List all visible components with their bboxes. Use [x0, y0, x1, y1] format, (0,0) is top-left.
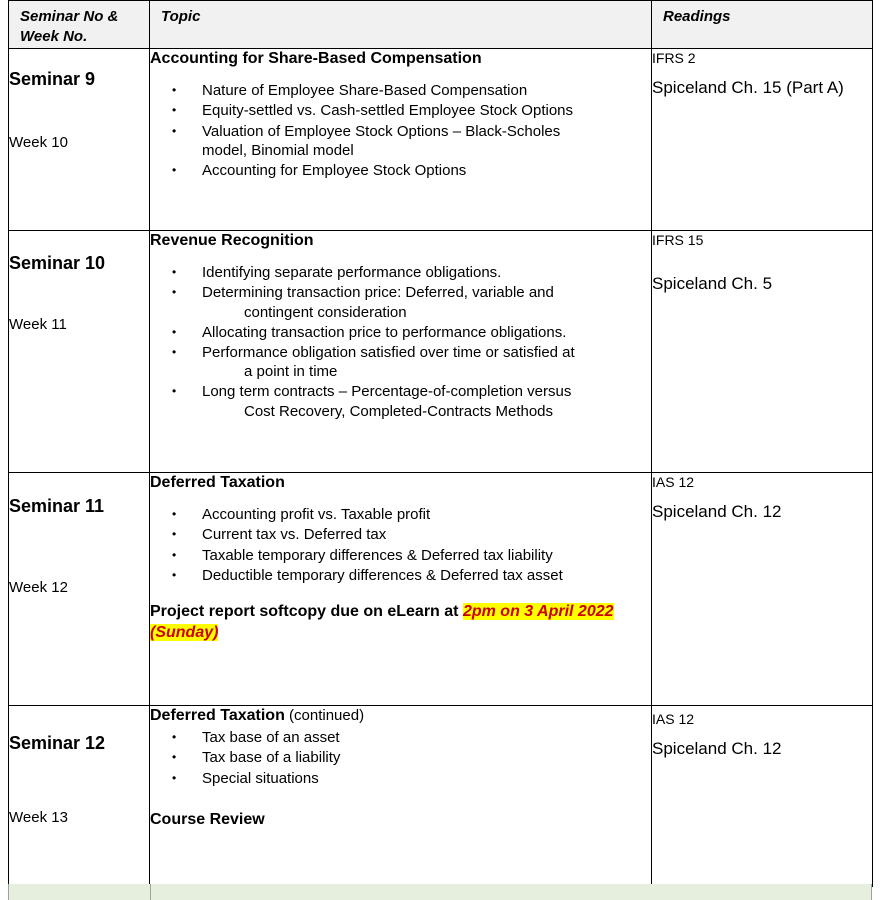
- list-item-line2: model, Binomial model: [202, 141, 354, 159]
- list-item: • Allocating transaction price to performance obligations.: [170, 323, 651, 342]
- topic-bullet-list: [150, 505, 651, 585]
- topic-cell-12: [150, 705, 652, 886]
- readings-cell-9: [652, 48, 873, 230]
- table-header-row: [9, 1, 873, 49]
- reading-standard: IFRS 2: [652, 49, 696, 66]
- topic-title: Deferred Taxation: [150, 473, 285, 491]
- list-item-line2: a point in time: [244, 363, 338, 381]
- seminar-number: Seminar 11: [9, 495, 105, 516]
- seminar-number: Seminar 10: [9, 252, 106, 273]
- table-trailing-row: [8, 884, 872, 900]
- topic-title: [150, 706, 651, 727]
- assignment-due-date-highlight: 2pm on 3 April 2022 (Sunday): [150, 603, 614, 641]
- topic-cell-11: [150, 472, 652, 705]
- topic-title: Accounting for Share-Based Compensation: [150, 49, 482, 67]
- column-header-seminar-label: Seminar No & Week No.: [20, 8, 119, 46]
- table-row: [9, 230, 873, 472]
- table-row: [9, 705, 873, 886]
- readings-cell-12: [652, 705, 873, 886]
- seminar-cell-12: [9, 705, 150, 886]
- list-item-line1: Long term contracts – Percentage-of-completion versus: [202, 383, 572, 401]
- topic-bullet-list: [150, 81, 651, 180]
- reading-standard: IFRS 15: [652, 231, 704, 248]
- seminar-cell-10: [9, 230, 150, 472]
- list-item: • Accounting for Employee Stock Options: [170, 161, 651, 180]
- list-item-line1: Determining transaction price: Deferred, variable and: [202, 284, 554, 302]
- reading-textbook: Spiceland Ch. 5: [652, 273, 773, 293]
- list-item: • Special situations: [170, 769, 651, 788]
- list-item: • Tax base of an asset: [170, 728, 651, 747]
- readings-cell-10: [652, 230, 873, 472]
- reading-textbook: Spiceland Ch. 15 (Part A): [652, 77, 844, 97]
- column-header-readings-label: Readings: [663, 8, 731, 25]
- column-header-readings: [652, 1, 873, 49]
- table-row: [9, 472, 873, 705]
- list-item: [170, 122, 651, 160]
- table-row: [9, 48, 873, 230]
- list-item-line2: Cost Recovery, Completed-Contracts Methods: [244, 402, 554, 420]
- topic-title-main: Deferred Taxation: [150, 706, 285, 724]
- seminar-number: Seminar 9: [9, 68, 96, 89]
- seminar-cell-9: [9, 48, 150, 230]
- list-item: • Identifying separate performance obligations.: [170, 263, 651, 282]
- reading-standard: IAS 12: [652, 473, 695, 490]
- list-item: [170, 343, 651, 381]
- assignment-due-note: [150, 602, 651, 644]
- list-item: • Current tax vs. Deferred tax: [170, 525, 651, 544]
- list-item: • Tax base of a liability: [170, 748, 651, 767]
- course-review-heading: Course Review: [150, 810, 265, 828]
- list-item-line1: Valuation of Employee Stock Options – Black-Scholes: [202, 122, 561, 140]
- list-item: • Deductible temporary differences & Deferred tax asset: [170, 566, 651, 585]
- reading-standard: IAS 12: [652, 710, 695, 727]
- week-number: Week 13: [9, 809, 68, 827]
- table-trailing-row-divider: [150, 884, 151, 900]
- topic-title: Revenue Recognition: [150, 231, 314, 249]
- column-header-topic: [150, 1, 652, 49]
- topic-bullet-list: [150, 263, 651, 421]
- column-header-seminar: [9, 1, 150, 49]
- reading-textbook: Spiceland Ch. 12: [652, 738, 782, 758]
- list-item: • Nature of Employee Share-Based Compensation: [170, 81, 651, 100]
- reading-textbook: Spiceland Ch. 12: [652, 501, 782, 521]
- seminar-cell-11: [9, 472, 150, 705]
- topic-cell-10: [150, 230, 652, 472]
- list-item: • Equity-settled vs. Cash-settled Employee Stock Options: [170, 101, 651, 120]
- column-header-topic-label: Topic: [161, 8, 201, 25]
- topic-cell-9: [150, 48, 652, 230]
- seminar-schedule-table: [8, 0, 873, 887]
- list-item: [170, 382, 651, 420]
- list-item-line1: Performance obligation satisfied over time or satisfied at: [202, 344, 575, 362]
- week-number: Week 10: [9, 134, 68, 152]
- list-item: [170, 283, 651, 321]
- week-number: Week 12: [9, 579, 68, 597]
- seminar-number: Seminar 12: [9, 732, 106, 753]
- assignment-due-note-text: Project report softcopy due on eLearn at: [150, 603, 463, 621]
- topic-bullet-list: [150, 728, 651, 788]
- week-number: Week 11: [9, 316, 67, 334]
- list-item: • Accounting profit vs. Taxable profit: [170, 505, 651, 524]
- list-item: • Taxable temporary differences & Deferred tax liability: [170, 546, 651, 565]
- topic-title-suffix: (continued): [284, 706, 365, 724]
- readings-cell-11: [652, 472, 873, 705]
- list-item-line2: contingent consideration: [244, 303, 407, 321]
